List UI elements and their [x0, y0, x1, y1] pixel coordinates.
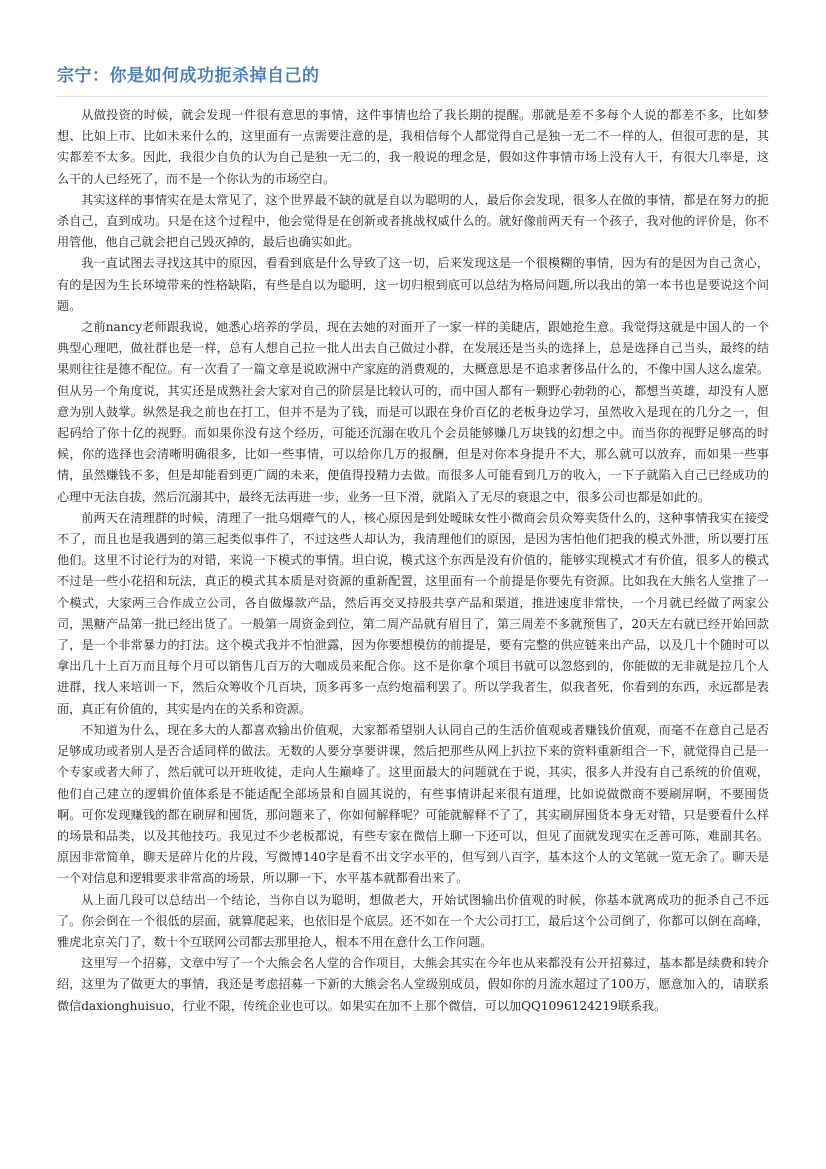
paragraph: 从做投资的时候，就会发现一件很有意思的事情，这件事情也给了我长期的提醒。那就是差不多每个人说的都差不多，比如梦想、比如上市、比如未来什么的，这里面有一点需要注意的是，我相信每个人都觉得自己是独一无二不一样的人，但很可悲的是，其实都差不太多。因此，我很少自负的认为自己是独一无二的，我一般说的理念是，假如这件事情市场上没有人干，有很大几率是，这么干的人已经死了，而不是一个你认为的市场空白。	[57, 108, 769, 186]
paragraph: 不知道为什么，现在多大的人都喜欢输出价值观，大家都希望别人认同自己的生活价值观或者赚钱价值观，而毫不在意自己是否足够成功或者别人是否合适同样的做法。无数的人要分享要讲课，然后把那些从网上扒拉下来的资料重新组合一下，就觉得自己是一个专家或者大师了，然后就可以开班收徒，走向人生巅峰了。这里面最大的问题就在于说，其实，很多人并没有自己系统的价值观，他们自己建立的逻辑价值体系是不能适配全部场景和自圆其说的，有些事情讲起来很有道理，比如说做微商不要刷屏啊，不要囤货啊。可你发现赚钱的都在刷屏和囤货，那问题来了，你如何解释呢？可能就解释不了了，其实刷屏囤货本身无对错，只是要看什么样的场景和品类，以及其他技巧。我见过不少老板都说，有些专家在微信上聊一下还可以，但见了面就发现实在乏善可陈，难副其名。原因非常简单，聊天是碎片化的片段，写微博140字是看不出文字水平的，但写到八百字，基本这个人的文笔就一览无余了。聊天是一个对信息和逻辑要求非常高的场景，所以聊一下，水平基本就都看出来了。	[57, 722, 769, 886]
paragraph: 从上面几段可以总结出一个结论，当你自以为聪明，想做老大，开始试图输出价值观的时候，你基本就离成功的扼杀自己不远了。你会倒在一个很低的层面，就算爬起来，也依旧是个底层。还不如在一个大公司打工，最后这个公司倒了，你都可以倒在高峰，雅虎北京关门了，数十个互联网公司都去那里抢人，根本不用在意什么工作问题。	[57, 892, 769, 949]
paragraph: 前两天在清理群的时候，清理了一批乌烟瘴气的人，核心原因是到处暧昧女性小微商会员众筹卖货什么的，这种事情我实在接受不了，而且也是我遇到的第三起类似事件了，不过这些人却认为，我清理他们的原因，是因为害怕他们把我的模式外泄，所以要打压他们。这里不讨论行为的对错，来说一下模式的事情。坦白说，模式这个东西是没有价值的，能够实现模式才有价值，很多人的模式不过是一些小花招和玩法，真正的模式其本质是对资源的重新配置，这里面有一个前提是你要先有资源。比如我在大熊名人堂推了一个模式，大家两三合作成立公司，各自做爆款产品，然后再交叉持股共享产品和渠道，推进速度非常快，一个月就已经做了两家公司，黑糖产品第一批已经出货了。一般第一周资金到位，第二周产品就有眉目了，第三周差不多就预售了，20天左右就已经开始回款了，是一个非常暴力的打法。这个模式我并不怕泄露，因为你要想模仿的前提是，要有完整的供应链来出产品，以及几十个随时可以拿出几十上百万而且每个月可以销售几百万的大咖成员来配合你。这不是你拿个项目书就可以忽悠到的，你能做的无非就是拉几个人进群，找人来培训一下，然后众筹收个几百块，顶多再多一点约炮福利罢了。所以学我者生，似我者死，你看到的东西，永远都是表面，真正有价值的，其实是内在的关系和资源。	[57, 510, 769, 716]
paragraph: 这里写一个招募，文章中写了一个大熊会名人堂的合作项目，大熊会其实在今年也从来都没有公开招募过，基本都是续费和转介绍，这里为了做更大的事情，我还是考虑招募一下新的大熊会名人堂级别成员，假如你的月流水超过了100万，愿意加入的，请联系微信daxionghuisuo，行业不限，传统企业也可以。如果实在加不上那个微信，可以加QQ1096124219联系我。	[57, 956, 769, 1013]
article-title: 宗宁：你是如何成功扼杀掉自己的	[57, 66, 320, 86]
article	[57, 62, 769, 1017]
title-divider	[57, 96, 769, 97]
article-body	[57, 105, 769, 1017]
paragraph: 其实这样的事情实在是太常见了，这个世界最不缺的就是自以为聪明的人，最后你会发现，很多人在做的事情，都是在努力的扼杀自己，直到成功。只是在这个过程中，他会觉得是在创新或者挑战权威什么的。就好像前两天有一个孩子，我对他的评价是，你不用管他，他自己就会把自己毁灭掉的，最后也确实如此。	[57, 192, 769, 250]
paragraph: 之前nancy老师跟我说，她悉心培养的学员，现在去她的对面开了一家一样的美睫店，跟她抢生意。我觉得这就是中国人的一个典型心理吧，做社群也是一样，总有人想自己拉一批人出去自己做过小群，在发展还是当头的选择上，总是选择自己当头，最终的结果则往往是德不配位。有一次看了一篇文章是说欧洲中产家庭的消费观的，大概意思是不追求奢侈品什么的，不像中国人这么虚荣。但从另一个角度说，其实还是成熟社会大家对自己的阶层是比较认可的，而中国人都有一颗野心勃勃的心，都想当英雄，却没有人愿意为别人鼓掌。纵然是我之前也在打工，但并不是为了钱，而是可以跟在身价百亿的老板身边学习，虽然收入是现在的几分之一，但起码给了你十亿的视野。而如果你没有这个经历，可能还沉溺在收几个会员能够赚几万块钱的幻想之中。而当你的视野足够高的时候，你的选择也会清晰明确很多，比如一些事情，可以给你几万的报酬，但是对你本身提升不大，那么就可以放弃，而如果一些事情，虽然赚钱不多，但是却能看到更广阔的未来，便值得投精力去做。而很多人可能看到几万的收入，一下子就陷入自己已经成功的心理中无法自拔，然后沉溺其中，最终无法再进一步，业务一旦下滑，就陷入了无尽的衰退之中，很多公司也都是如此的。	[57, 320, 769, 504]
paragraph: 我一直试图去寻找这其中的原因，看看到底是什么导致了这一切，后来发现这是一个很模糊的事情，因为有的是因为自己贪心，有的是因为生长环境带来的性格缺陷，有些是自以为聪明，这一切归根到底可以总结为格局问题,所以我出的第一本书也是要说这个问题。	[57, 256, 769, 313]
